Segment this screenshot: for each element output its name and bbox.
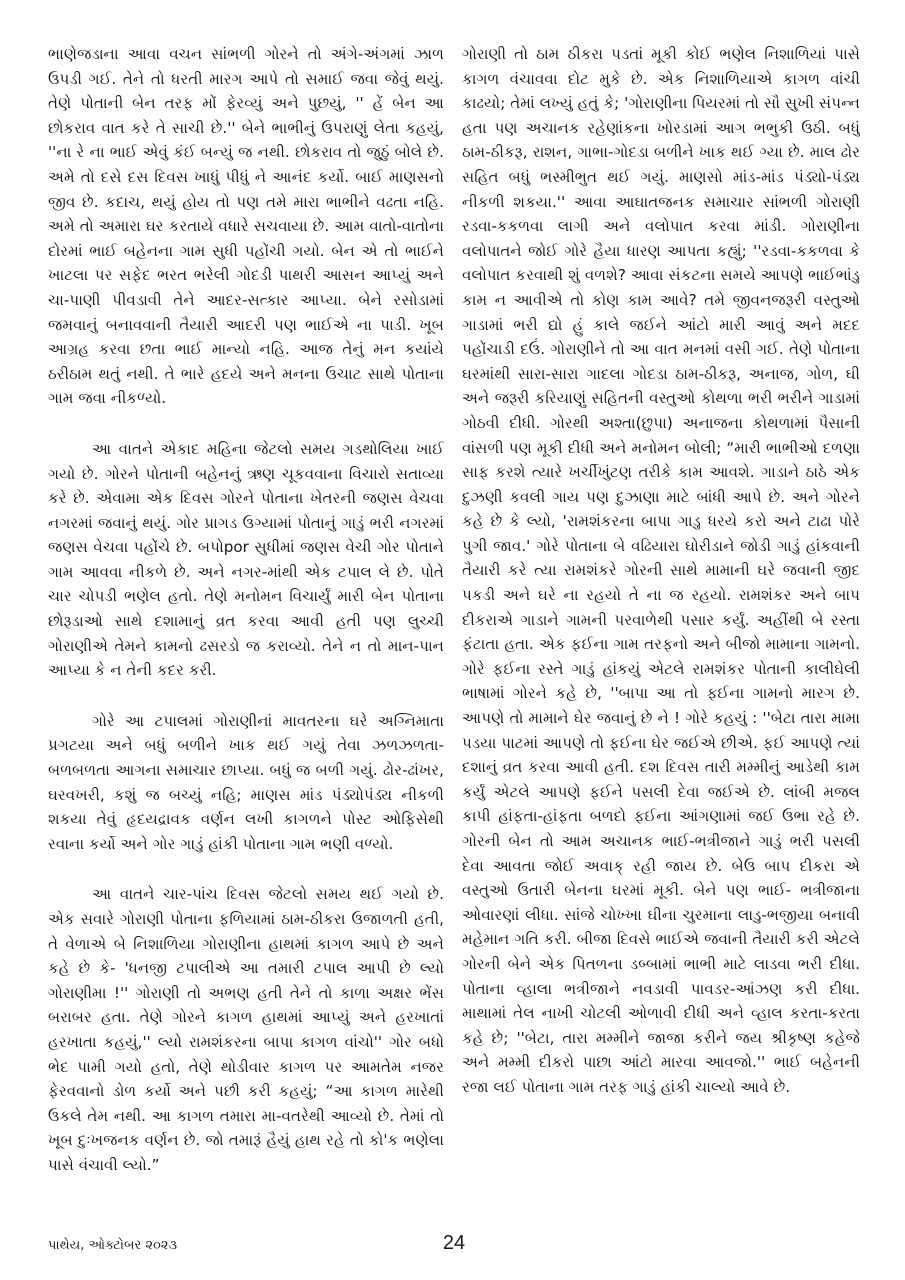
page-number: 24 bbox=[442, 1232, 466, 1254]
paragraph-left-1: ભાણેજડાના આવા વચન સાંભળી ગોરને તો અંગે-અંગમાં ઝાળ ઉપડી ગઈ. તેને તો ધરતી મારગ આપે તો સમાઈ જવા જેવું થયું. તેણે પોતાની બેન તરફ મોં ફેરવ્યું અને પુછયું, '' હેં બેન આ છોકરાવ વાત કરે તે સાચી છે.'' બેને ભાભીનું ઉપરાણું લેતા કહયું, ''ના રે ના ભાઈ એવું કંઈ બન્યું જ નથી. છોકરાવ તો જુઠું બોલે છે. અમે તો દસે દસ દિવસ ખાધું પીધું ને આનંદ કર્યો. બાઈ માણસનો જીવ છે. કદાચ, થયું હોય તો પણ તમે મારા ભાભીને વઢતા નહિ. અમે તો અમારા ઘર કરતાયે વધારે સચવાયા છે. આમ વાતો-વાતોના દોરમાં ભાઈ બહેનના ગામ સુધી પહોંચી ગયો. બેન એ તો ભાઈને ખાટલા પર સફેદ ભરત ભરેલી ગોદડી પાથરી આસન આપ્યું અને ચા-પાણી પીવડાવી તેને આદર-સત્કાર આપ્યા. બેને રસોડામાં જમવાનું બનાવવાની તૈયારી આદરી પણ ભાઈએ ના પાડી. ખૂબ આગ્રહ કરવા છતા ભાઈ માન્યો નહિ. આજ તેનું મન કયાંયે ઠરીઠામ થતું નથી. તે ભારે હદયે અને મનના ઉચાટ સાથે પોતાના ગામ જવા નીકળ્યો. bbox=[48, 45, 444, 408]
right-column bbox=[462, 42, 860, 1222]
page-footer bbox=[48, 1232, 860, 1262]
paragraph-right-1: ગોરાણી તો ઠામ ઠીકરા પડતાં મૂકી કોઈ ભણેલ નિશાળિયાં પાસે કાગળ વંચાવવા દોટ મુકે છે. એક નિશાળિયાએ કાગળ વાંચી કાઢયો; તેમાં લખ્યું હતું કે; 'ગોરાણીના પિયરમાં તો સૌ સુખી સંપન્ન હતા પણ અચાનક રહેણાંકના ખોરડામાં આગ ભભુકી ઉઠી. બધું ઠામ-ઠીકરૂ, રાશન, ગાભા-ગોદડા બળીને ખાક થઈ ગ્યા છે. માલ ઢોર સહિત બધું ભસ્મીભુત થઈ ગયું. માણસો માંડ-માંડ પંડ્યો-પંડ્ય નીકળી શકયા.'' આવા આઘાતજનક સમાચાર સાંભળી ગોરાણી રડવા-કકળવા લાગી અને વલોપાત કરવા માંડી. ગોરાણીના વલોપાતને જોઈ ગોરે હૈયા ધારણ આપતા કહ્યું; ''રડવા-કકળવા કે વલોપાત કરવાથી શું વળશે? આવા સંકટના સમયે આપણે ભાઈભાંડુ કામ ન આવીએ તો કોણ કામ આવે? તમે જીવનજરૂરી વસ્તુઓ ગાડામાં ભરી દ્યો હું કાલે જઈને આંટો મારી આવું અને મદદ પહોંચાડી દઉં. ગોરાણીને તો આ વાત મનમાં વસી ગઈ. તેણે પોતાના ઘરમાંથી સારા-સારા ગાદલા ગોદડા ઠામ-ઠીકરૂ, અનાજ, ગોળ, ઘી અને જરૂરી કરિયાણું સહિતની વસ્તુઓ કોથળા ભરી ભરીને ગાડામાં ગોઠવી દીધી. ગોરથી અશ્તા(છુપા) અનાજના કોથળામાં પૈસાની વાંસળી પણ મૂકી દીધી અને મનોમન બોલી; “મારી ભાભીઓ દળણા સાફ કરશે ત્યારે ખર્ચીખુંટણ તરીકે કામ આવશે. ગાડાને ઠાઠે એક દુઝણી કવલી ગાય પણ દુઝાણા માટે બાંધી આપે છે. અને ગોરને કહે છે કે લ્યો, 'રામશંકરના બાપા ગાડુ ધરયે કરો અને ટાઢા પોરે પુગી જાવ.' ગોરે પોતાના બે વઢિયારા ઘોરીડાને જોડી ગાડું હાંકવાની તૈયારી કરે ત્યા રામશંકરે ગોરની સાથે મામાની ઘરે જવાની જીદ પકડી અને ઘરે ના રહયો તે ના જ રહયો. રામશંકર અને બાપ દીકરાએ ગાડાને ગામની પરવાળેથી પસાર કર્યું. અહીંથી બે રસ્તા ફંટાતા હતા. એક ફઈના ગામ તરફનો અને બીજો મામાના ગામનો. ગોરે ફઈના રસ્તે ગાડું હાંકયું એટલે રામશંકર પોતાની કાલીઘેલી ભાષામાં ગોરને કહે છે, ''બાપા આ તો ફઈના ગામનો મારગ છે. આપણે તો મામાને ઘેર જવાનું છે ને ! ગોરે કહયું : ''બેટા તારા મામા પડયા પાટમાં આપણે તો ફઈના ઘેર જઈએ છીએ. ફઈ આપણે ત્યાં દશાનું વ્રત કરવા આવી હતી. દશ દિવસ તારી મમ્મીનું આડેથી કામ કર્યું એટલે આપણે ફઈને પસલી દેવા જઈએ છે. લાંબી મજલ કાપી હાંફતા-હાંફતા બળદો ફઈના આંગણામાં જઈ ઉભા રહે છે. ગોરની બેન તો આમ અચાનક ભાઈ-ભત્રીજાને ગાડું ભરી પસલી દેવા આવતા જોઈ અવાક્ રહી જાય છે. બેઉ બાપ દીકરા એ વસ્તુઓ ઉતારી બેનના ઘરમાં મૂકી. બેને પણ ભાઈ- ભત્રીજાના ઓવારણાં લીધા. સાંજે ચોખ્ખા ઘીના ચુરમાના લાડુ-ભજીયા બનાવી મહેમાન ગતિ કરી. બીજા દિવસે ભાઈએ જવાની તૈયારી કરી એટલે ગોરની બેને એક પિતળના ડબ્બામાં ભાભી માટે લાડવા ભરી દીધા. પોતાના વ્હાલા ભત્રીજાને નવડાવી પાવડર-આંઝણ કરી દીધા. માથામાં તેલ નાખી ચોટલી ઓળાવી દીધી અને વ્હાલ કરતા-કરતા કહે છે; ''બેટા, તારા મમ્મીને જાજા કરીને જય શ્રીકૃષ્ણ કહેજે અને મમ્મી દીકરો પાછા આંટો મારવા આવજો.'' ભાઈ બહેનની રજા લઈ પોતાના ગામ તરફ ગાડું હાંકી ચાલ્યો આવે છે. bbox=[462, 45, 860, 1096]
left-column bbox=[48, 42, 444, 1222]
paragraph-left-2: આ વાતને એકાદ મહિના જેટલો સમય ગડથોલિયા ખાઈ ગયો છે. ગોરને પોતાની બહેનનું ઋણ ચૂકવવાના વિચારો સતાવ્યા કરે છે. એવામા એક દિવસ ગોરને પોતાના ખેતરની જણસ વેચવા નગરમાં જવાનું થયું. ગોર પ્રાગડ ઉગ્યામાં પોતાનું ગાડું ભરી નગરમાં જણસ વેચવા પહોંચે છે. બપોpor સુધીમાં જણસ વેચી ગોર પોતાને ગામ આવવા નીકળે છે. અને નગર-માંથી એક ટપાલ લે છે. પોતે ચાર ચોપડી ભણેલ હતો. તેણે મનોમન વિચાર્યું મારી બેન પોતાના છોરૂડાઓ સાથે દશામાનું વ્રત કરવા આવી હતી પણ લુચ્ચી ગોરાણીએ તેમને કામનો ઢસરડો જ કરાવ્યો. તેને ન તો માન-પાન આપ્યા કે ન તેની કદર કરી. bbox=[48, 439, 444, 680]
paragraph-left-3: ગોરે આ ટપાલમાં ગોરાણીનાં માવતરના ઘરે અગ્નિમાતા પ્રગટયા અને બધું બળીને ખાક થઈ ગયું તેવા ઝળઝળતા-બળબળતા આગના સમાચાર છાપ્યા. બધું જ બળી ગયું. ઢોર-ઢાંખર, ઘરવખરી, કશું જ બચ્યું નહિ; માણસ માંડ પંડ્યોપંડ્ય નીકળી શકયા તેવું હૃદયદ્રાવક વર્ણન લખી કાગળને પોસ્ટ ઓફિસેથી રવાના કર્યો અને ગોર ગાડું હાંકી પોતાના ગામ ભણી વળ્યો. bbox=[48, 711, 444, 853]
publication-footer: પાથેય, ઓક્ટોબર ૨૦૨૩ bbox=[48, 1238, 178, 1253]
paragraph-left-4: આ વાતને ચાર-પાંચ દિવસ જેટલો સમય થઈ ગયો છે. એક સવારે ગોરાણી પોતાના ફળિયામાં ઠામ-ઠીકરા ઉજાળતી હતી, તે વેળાએ બે નિશાળિયા ગોરાણીના હાથમાં કાગળ આપે છે અને કહે છે કે- 'ધનજી ટપાલીએ આ તમારી ટપાલ આપી છે લ્યો ગોરાણીમા !'' ગોરાણી તો અભણ હતી તેને તો કાળા અક્ષર ભેંસ બરાબર હતા. તેણે ગોરને કાગળ હાથમાં આપ્યું અને હરખાતાં હરખાતા કહયું,'' લ્યો રામશંકરના બાપા કાગળ વાંચો'' ગોર બધો ભેદ પામી ગયો હતો, તેણે થોડીવાર કાગળ પર આમતેમ નજર ફેરવવાનો ડોળ કર્યો અને પછી કરી કહયું; “આ કાગળ મારેથી ઉકલે તેમ નથી. આ કાગળ તમારા મા-વતરેથી આવ્યો છે. તેમાં તો ખૂબ દુઃખજનક વર્ણન છે. જો તમારૂં હૈયું હાથ રહે તો કો'ક ભણેલા પાસે વંચાવી લ્યો.” bbox=[48, 885, 444, 1174]
